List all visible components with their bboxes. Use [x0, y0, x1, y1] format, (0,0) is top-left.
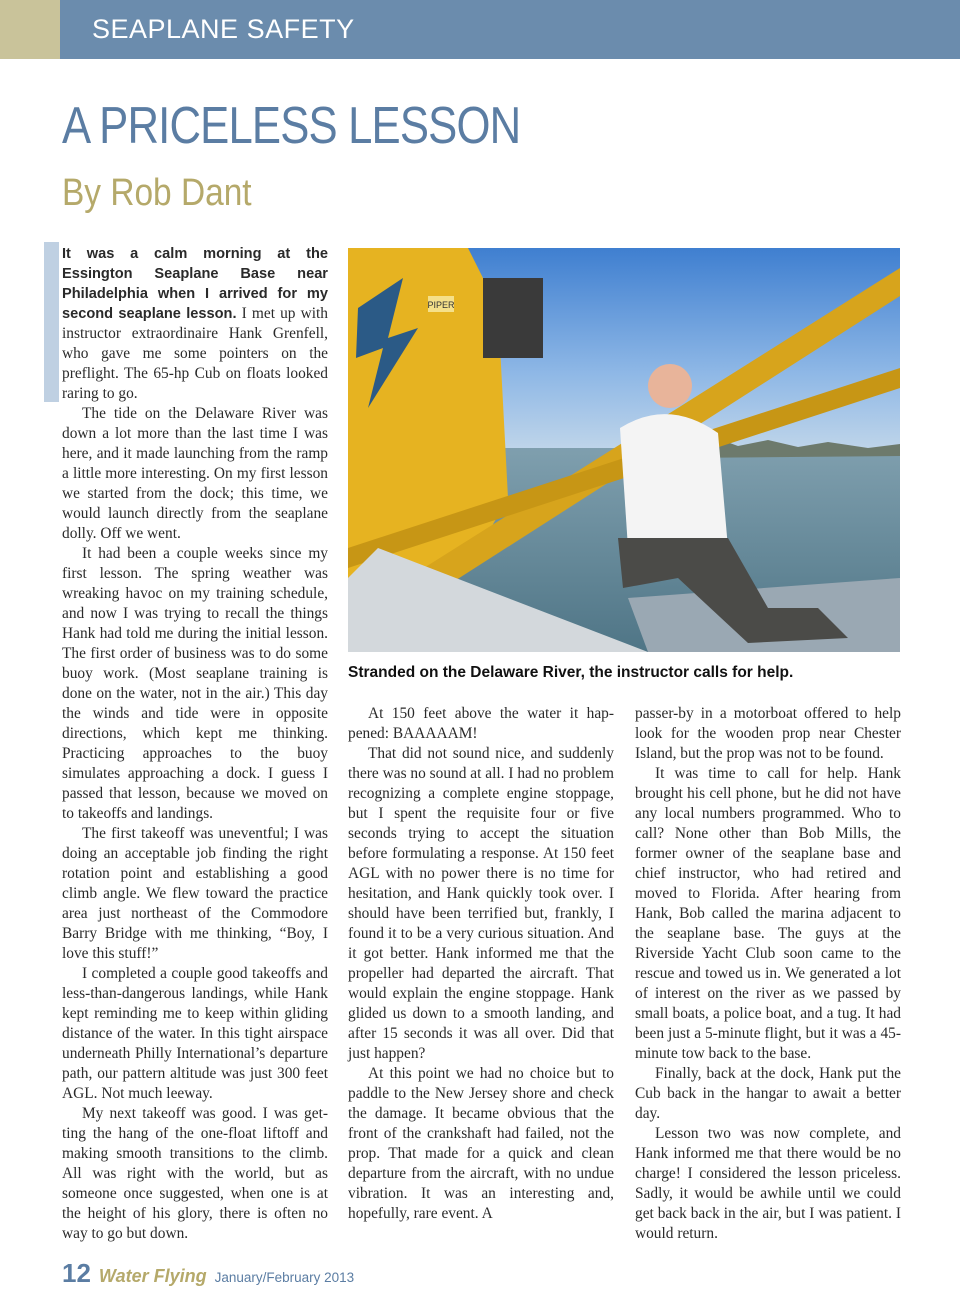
lead-paragraph-rest: I met up with instructor extraordinaire Hank Grenfell, who gave me some pointers on the preflight. The 65-hp Cub on floats looked raring to go.: [62, 305, 328, 402]
issue-date: January/February 2013: [214, 1270, 355, 1285]
paragraph: The first takeoff was uneventful; I was doing an acceptable job finding the right rotation point and establishing a good climb angle. We flew toward the practice area just northeast of the Commodore Barry Bridge with me thinking, “Boy, I love this stuff!”: [62, 825, 328, 962]
instructor-head: [648, 364, 692, 408]
drop-cap-bar: [44, 242, 59, 402]
paragraph: Finally, back at the dock, Hank put the Cub back in the hangar to await a better day.: [635, 1065, 901, 1122]
article-title: A PRICELESS LESSON: [62, 97, 521, 155]
engine-cylinders: [483, 278, 543, 358]
photo-illustration: [348, 248, 900, 652]
body-column-3: [635, 704, 901, 1244]
paragraph: I completed a couple good takeoffs and less-than-dangerous landings, while Hank kept reminding me to keep within gliding distance of the water. In this tight airspace underneath Philly International’s departure path, our pattern altitude was just 300 feet AGL. Not much leeway.: [62, 965, 328, 1102]
page-footer: [62, 1258, 354, 1289]
paragraph: It was time to call for help. Hank brought his cell phone, but he did not have any local numbers programmed. Who to call? None other than Bob Mills, the former owner of the seaplane base and chief instructor, who had retired and moved to Florida. After hearing from Hank, Bob called the marina adjacent to the seaplane base. The guys at the Riverside Yacht Club soon came to the rescue and towed us in. We generated a lot of interest on the river as we passed by small boats, a police boat, and a tug. It had been just a 5-minute flight, but it was a 45-minute tow back to the base.: [635, 765, 901, 1062]
cowl-badge-text: PIPER: [427, 300, 455, 310]
article-photo: [348, 248, 900, 652]
paragraph: passer-by in a motorboat offered to help look for the wooden prop near Chester Island, but the prop was not to be found.: [635, 705, 901, 762]
photo-caption: Stranded on the Delaware River, the instructor calls for help.: [348, 664, 794, 681]
paragraph: My next takeoff was good. I was getting the hang of the one-float liftoff and making smooth transitions to the climb. All was right with the world, but as someone once suggested, when one is at the height of his glory, there is often no way to go but down.: [62, 1105, 328, 1242]
body-column-2: [348, 704, 614, 1224]
section-header-accent: [0, 0, 60, 59]
article-byline: By Rob Dant: [62, 172, 252, 214]
paragraph: At this point we had no choice but to paddle to the New Jersey shore and check the damage. It became obvious that the front of the crankshaft had failed, not the prop. That made for a quick and clean departure from the aircraft, with no undue vibration. It was an interesting and, hopefully, rare event. A: [348, 1065, 614, 1222]
paragraph: At 150 feet above the water it happened: BAAAAAM!: [348, 705, 614, 742]
paragraph: That did not sound nice, and suddenly there was no sound at all. I had no problem recognizing a complete engine stoppage, but I spent the requisite four or five seconds trying to accept the situation before formulating a response. At 150 feet AGL with no power there is no time for hesitation, and Hank quickly took over. I should have been terrified but, frankly, I found it to be a very curious situation. And it got better. Hank informed me that the propeller had departed the aircraft. That would explain the engine stoppage. Hank glided us down to a smooth landing, and after 15 seconds it was all over. Did that just happen?: [348, 745, 614, 1062]
paragraph: The tide on the Delaware River was down a lot more than the last time I was here, and it made launching from the ramp a little more interesting. On my first lesson we started from the dock; this time, we would launch directly from the seaplane dolly. Off we went.: [62, 405, 328, 542]
paragraph: Lesson two was now complete, and Hank informed me that there would be no charge! I considered the lesson priceless. Sadly, it would be awhile until we could get back back in the air, but I was patient. I would return.: [635, 1125, 901, 1242]
body-column-1: [62, 244, 328, 1244]
section-label: SEAPLANE SAFETY: [92, 14, 355, 44]
paragraph: [62, 244, 328, 404]
lead-in: It was a calm morning at the Essington Seaplane Base near Philadelphia when I arrived for my second seaplane lesson.: [62, 246, 328, 322]
page-number: 12: [62, 1258, 91, 1288]
paragraph: It had been a couple weeks since my first lesson. The spring weather was wreaking havoc on my training schedule, and now I was trying to recall the things Hank had told me during the initial lesson. The first order of business was to do some buoy work. (Most seaplane training is done on the water, not in the air.) This day the winds and tide were in opposite directions, which kept me thinking. Practicing approaches to the buoy simulates approaching a dock. I guess I passed that lesson, because we moved on to takeoffs and landings.: [62, 545, 328, 822]
instructor-shirt: [620, 414, 728, 548]
magazine-name: Water Flying: [98, 1266, 207, 1286]
